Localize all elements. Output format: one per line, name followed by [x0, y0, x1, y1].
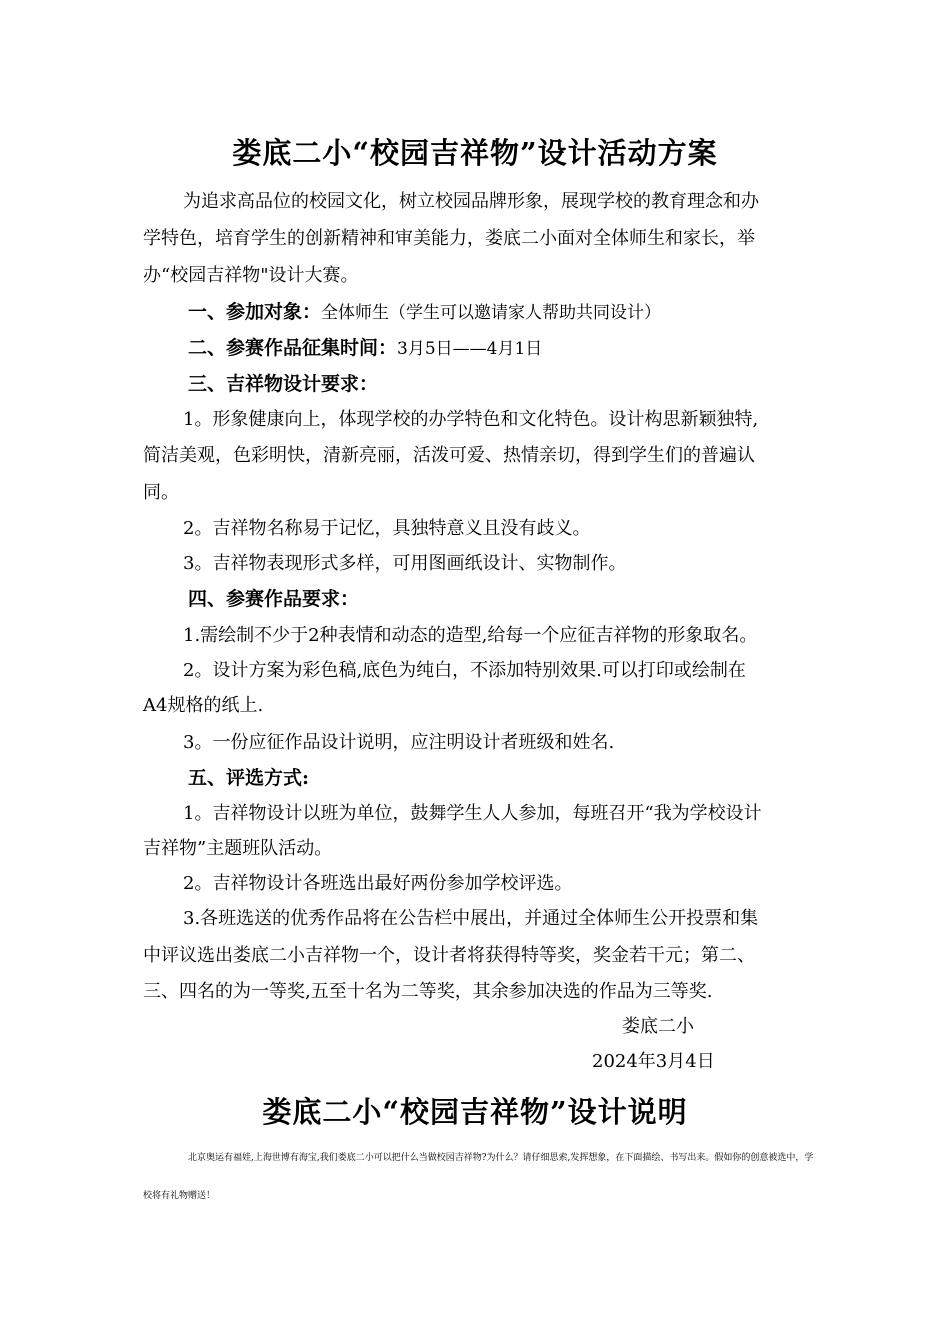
section-entry-requirements-heading: 四、参赛作品要求：	[188, 588, 360, 610]
section-collection-time-label: 二、参赛作品征集时间：	[188, 337, 398, 359]
section-collection-time-value: 3月5日——4月1日	[397, 339, 543, 359]
selection-method-line: 3.各班选送的优秀作品将在公告栏中展出，并通过全体师生公开投票和集	[183, 908, 759, 929]
design-requirement-line: 2。吉祥物名称易于记忆，具独特意义且没有歧义。	[183, 518, 591, 539]
design-requirement-line: 同。	[143, 482, 179, 503]
selection-method-line: 三、四名的为一等奖,五至十名为二等奖，其余参加决选的作品为三等奖.	[143, 981, 713, 1002]
intro-line-1: 为追求高品位的校园文化，树立校园品牌形象，展现学校的教育理念和办	[183, 191, 759, 212]
entry-requirement-line: 1.需绘制不少于2种表情和动态的造型,给每一个应征吉祥物的形象取名。	[183, 625, 758, 646]
entry-requirement-line: 2。设计方案为彩色稿,底色为纯白，不添加特别效果.可以打印或绘制在	[183, 660, 746, 681]
signature-organization: 娄底二小	[622, 1016, 694, 1037]
section-participants-label: 一、参加对象：	[188, 301, 322, 323]
entry-requirement-line: 3。一份应征作品设计说明，应注明设计者班级和姓名.	[183, 732, 615, 753]
section-design-requirements-heading: 三、吉祥物设计要求：	[188, 373, 379, 395]
document-title: 娄底二小“校园吉祥物”设计活动方案	[232, 136, 718, 170]
intro-line-3: 办“校园吉祥物"设计大赛。	[143, 265, 359, 286]
document-title-2: 娄底二小“校园吉祥物”设计说明	[262, 1095, 688, 1129]
selection-method-line: 2。吉祥物设计各班选出最好两份参加学校评选。	[183, 873, 573, 894]
section-participants	[188, 300, 661, 325]
intro-line-2: 学特色，培育学生的创新精神和审美能力，娄底二小面对全体师生和家长，举	[143, 228, 755, 249]
note-line-2: 校将有礼物赠送！	[143, 1191, 216, 1201]
section-collection-time	[188, 336, 542, 361]
design-requirement-line: 简洁美观，色彩明快，清新亮丽，活泼可爱、热情亲切，得到学生们的普遍认	[143, 445, 755, 466]
section-selection-method-heading: 五、评选方式:	[188, 767, 310, 789]
note-line-1: 北京奥运有福娃,上海世博有海宝,我们娄底二小可以把什么当做校园吉祥物?为什么？请仔细思索,发挥想象，在下面描绘、书写出来。假如你的创意被选中，学	[188, 1153, 814, 1163]
section-participants-value: 全体师生（学生可以邀请家人帮助共同设计）	[321, 303, 662, 323]
design-requirement-line: 1。形象健康向上，体现学校的办学特色和文化特色。设计构思新颖独特,	[183, 409, 759, 430]
selection-method-line: 中评议选出娄底二小吉祥物一个，设计者将获得特等奖，奖金若干元；第二、	[143, 945, 755, 966]
design-requirement-line: 3。吉祥物表现形式多样，可用图画纸设计、实物制作。	[183, 553, 627, 574]
selection-method-line: 1。吉祥物设计以班为单位，鼓舞学生人人参加，每班召开“我为学校设计	[183, 803, 762, 824]
entry-requirement-line: A4规格的纸上.	[143, 695, 264, 716]
signature-date: 2024年3月4日	[592, 1051, 715, 1072]
selection-method-line: 吉祥物”主题班队活动。	[143, 838, 333, 859]
